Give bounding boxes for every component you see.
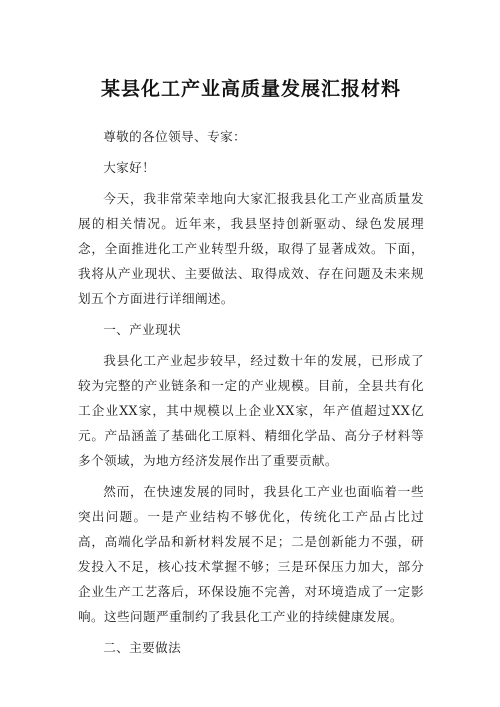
intro-paragraph: 今天，我非常荣幸地向大家汇报我县化工产业高质量发展的相关情况。近年来，我县坚持创新驱动、绿色发展理念，全面推进化工产业转型升级，取得了显著成效。下面，我将从产业现状、主要做法、取得成效、存在问题及未来规划五个方面进行详细阐述。: [78, 191, 424, 306]
section1-paragraph-1: 我县化工产业起步较早，经过数十年的发展，已形成了较为完整的产业链条和一定的产业规模。目前，全县共有化工企业XX家，其中规模以上企业XX家，年产值超过XX亿元。产品涵盖了基础化工原料、精细化学品、高分子材料等多个领域，为地方经济发展作出了重要贡献。: [78, 353, 424, 468]
document-title: 某县化工产业高质量发展汇报材料: [100, 78, 401, 100]
salutation: 尊敬的各位领导、专家：: [103, 129, 247, 144]
greeting: 大家好！: [103, 160, 156, 175]
section-heading-1: 一、产业现状: [103, 322, 182, 337]
section-heading-2: 二、主要做法: [103, 640, 182, 655]
section1-paragraph-2: 然而，在快速发展的同时，我县化工产业也面临着一些突出问题。一是产业结构不够优化，传统化工产品占比过高，高端化学品和新材料发展不足；二是创新能力不强，研发投入不足，核心技术掌握不够；三是环保压力加大，部分企业生产工艺落后，环保设施不完善，对环境造成了一定影响。这些问题严重制约了我县化工产业的持续健康发展。: [78, 484, 424, 624]
document-page: [78, 70, 424, 666]
